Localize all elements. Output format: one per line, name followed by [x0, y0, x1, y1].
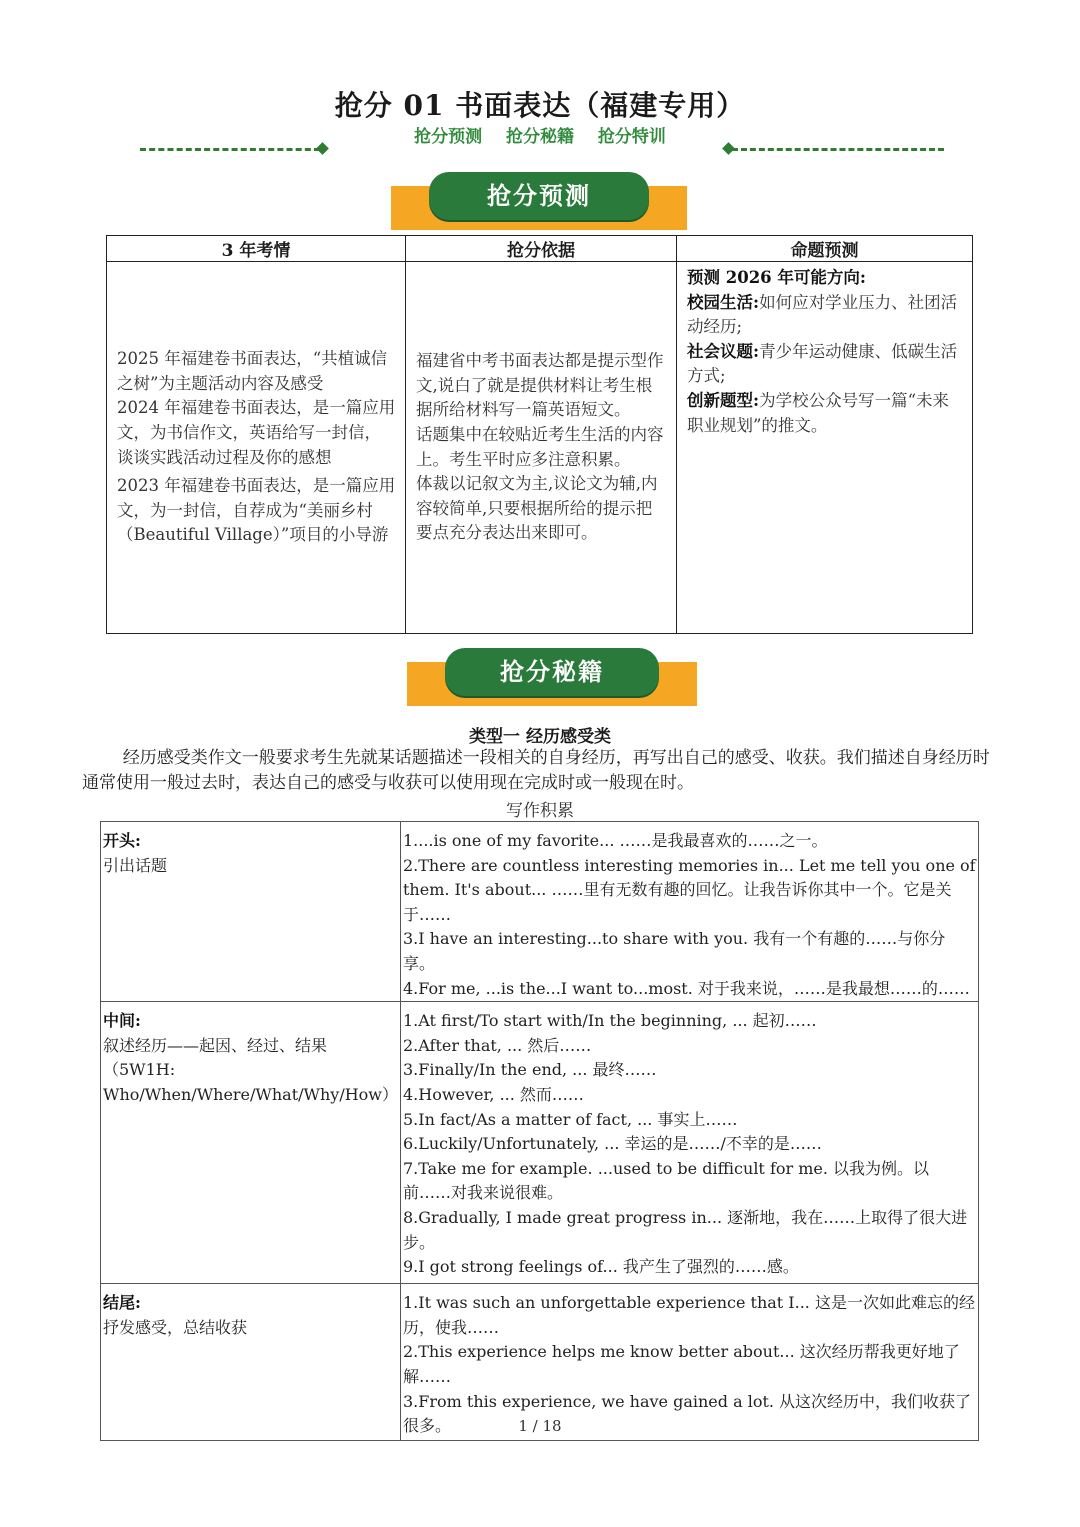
table-row: [101, 822, 979, 1002]
right-dash-divider: [732, 148, 944, 151]
exam-analysis-table: [106, 235, 973, 634]
list-item: 6.Luckily/Unfortunately, ... 幸运的是……/不幸的是……: [402, 1134, 822, 1154]
phrase-table: [100, 821, 979, 1441]
history-2024: 2024 年福建卷书面表达，是一篇应用文，为书信作文，英语给写一封信，谈谈实践活动过程及你的感想: [117, 398, 396, 467]
table-header-row: [107, 236, 973, 262]
col-header-basis: 抢分依据: [406, 236, 677, 262]
list-item: 3.Finally/In the end, ... 最终……: [402, 1060, 657, 1080]
tab-secrets[interactable]: 抢分秘籍: [506, 127, 574, 147]
left-dash-divider: [140, 148, 320, 151]
section-intro: 经历感受类作文一般要求考生先就某话题描述一段相关的自身经历，再写出自己的感受、收获。我们描述自身经历时通常使用一般过去时，表达自己的感受与收获可以使用现在完成时或一般现在时。: [82, 748, 990, 793]
forecast-label: 校园生活:: [687, 292, 760, 312]
sub-nav: [0, 122, 1080, 147]
list-item: 5.In fact/As a matter of fact, ... 事实上……: [402, 1109, 738, 1129]
row-desc: 引出话题: [103, 855, 168, 875]
history-2025: 2025 年福建卷书面表达，“共植诚信之树”为主题活动内容及感受: [117, 349, 388, 393]
banner-label: 抢分秘籍: [445, 648, 659, 696]
tab-predict[interactable]: 抢分预测: [414, 127, 483, 147]
forecast-item: [687, 291, 964, 340]
basis-para-3: 体裁以记叙文为主,议论文为辅,内容较简单,只要根据所给的提示把要点充分表达出来即可。: [416, 474, 658, 543]
row-desc: 抒发感受，总结收获: [103, 1317, 248, 1337]
forecast-label: 创新题型:: [687, 390, 760, 410]
list-item: 2.There are countless interesting memories in... Let me tell you one of them. It's about... ……里有无数有趣的回忆。让我告诉你其中一个。它是关于……: [402, 855, 976, 924]
forecast-cell: [677, 262, 973, 634]
secrets-banner: [407, 648, 697, 706]
forecast-heading: 预测 2026 年可能方向:: [687, 268, 867, 287]
list-item: 4.For me, ...is the...I want to...most. 对于我来说，……是我最想……的……: [402, 978, 970, 998]
page-number: 1 / 18: [518, 1417, 562, 1435]
history-cell: [107, 262, 406, 634]
list-item: 2.After that, ... 然后……: [402, 1035, 592, 1055]
middle-cell: [101, 1002, 401, 1284]
predict-banner: [391, 172, 687, 230]
middle-phrases: [400, 1002, 978, 1284]
forecast-text: 如何应对学业压力、社团活动经历;: [687, 292, 958, 337]
list-item: 3.I have an interesting...to share with you. 我有一个有趣的……与你分享。: [402, 929, 946, 973]
banner-label: 抢分预测: [429, 172, 649, 220]
col-header-history: 3 年考情: [107, 236, 406, 262]
tab-training[interactable]: 抢分特训: [597, 127, 666, 147]
accumulation-label: 写作积累: [506, 801, 574, 821]
list-item: 7.Take me for example. ...used to be difficult for me. 以我为例。以前……对我来说很难。: [402, 1158, 930, 1203]
basis-cell: [406, 262, 677, 634]
table-row: [101, 1002, 979, 1284]
list-item: 3.From this experience, we have gained a lot. 从这次经历中，我们收获了很多。: [402, 1391, 972, 1436]
row-title: 中间:: [103, 1011, 141, 1031]
forecast-item: [687, 340, 964, 389]
list-item: 1....is one of my favorite... ……是我最喜欢的……之一。: [402, 831, 828, 850]
forecast-label: 社会议题:: [687, 341, 760, 361]
list-item: 1.It was such an unforgettable experience that I... 这是一次如此难忘的经历，使我……: [402, 1293, 975, 1337]
list-item: 1.At first/To start with/In the beginning, ... 起初……: [402, 1011, 817, 1031]
row-title: 结尾:: [103, 1293, 141, 1313]
history-2023: 2023 年福建卷书面表达，是一篇应用文，为一封信，自荐成为“美丽乡村（Beautiful Village）”项目的小导游: [117, 476, 396, 545]
row-desc: 叙述经历——起因、经过、结果（5W1H: Who/When/Where/What/Why/How）: [103, 1035, 398, 1104]
list-item: 4.However, ... 然而……: [402, 1084, 584, 1104]
basis-para-2: 话题集中在较贴近考生生活的内容上。考生平时应多注意积累。: [416, 424, 664, 469]
forecast-item: [687, 389, 964, 438]
col-header-forecast: 命题预测: [677, 236, 973, 262]
opening-cell: [101, 822, 401, 1002]
opening-phrases: [400, 822, 978, 1002]
basis-para-1: 福建省中考书面表达都是提示型作文,说白了就是提供材料让考生根据所给材料写一篇英语短文。: [416, 351, 664, 420]
list-item: 8.Gradually, I made great progress in... 逐渐地，我在……上取得了很大进步。: [402, 1207, 968, 1252]
list-item: 2.This experience helps me know better about... 这次经历帮我更好地了解……: [402, 1342, 960, 1386]
list-item: 9.I got strong feelings of... 我产生了强烈的……感。: [402, 1257, 799, 1277]
row-title: 开头:: [103, 831, 141, 850]
section-heading: 类型一 经历感受类: [469, 727, 611, 747]
page-title: 抢分 01 书面表达（福建专用）: [334, 89, 746, 122]
forecast-text: 为学校公众号写一篇“未来职业规划”的推文。: [687, 390, 950, 435]
table-row: [107, 262, 973, 634]
forecast-text: 青少年运动健康、低碳生活方式;: [687, 341, 958, 386]
